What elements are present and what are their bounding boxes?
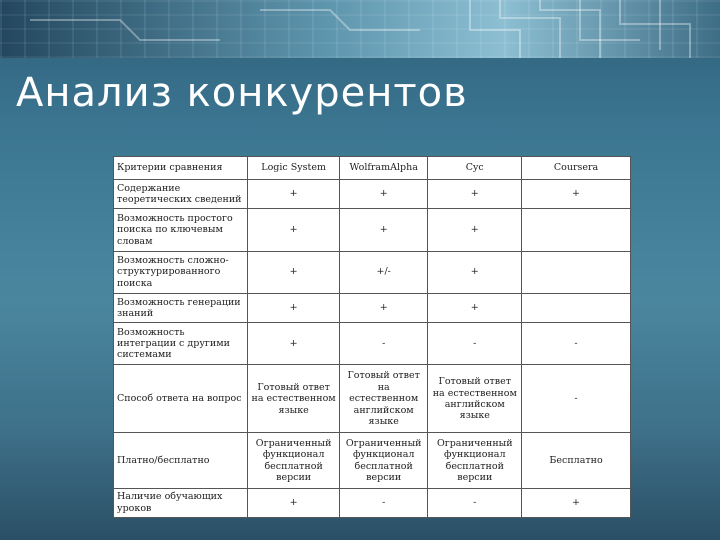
row-criterion: Платно/бесплатно (114, 433, 248, 488)
table-header-row (114, 157, 631, 180)
table-row (114, 180, 631, 209)
cell-coursera (522, 293, 631, 322)
row-criterion: Возможность сложно-структурированного поиска (114, 251, 248, 293)
row-criterion: Возможность интеграции с другими системами (114, 323, 248, 365)
circuit-pattern-icon (0, 0, 720, 58)
cell-logic-system: + (248, 293, 340, 322)
cell-logic-system: + (248, 323, 340, 365)
row-criterion: Содержание теоретических сведений (114, 180, 248, 209)
table-row (114, 209, 631, 251)
cell-coursera: + (522, 180, 631, 209)
cell-logic-system: Ограниченный функционал бесплатной версии (248, 433, 340, 488)
comparison-table-container (113, 156, 631, 518)
cell-cyc: + (428, 209, 522, 251)
cell-coursera: + (522, 488, 631, 517)
header-cyc: Cyc (428, 157, 522, 180)
header-decoration-band (0, 0, 720, 58)
cell-wolframalpha: + (339, 209, 428, 251)
table-row (114, 293, 631, 322)
cell-cyc: + (428, 293, 522, 322)
cell-cyc: Готовый ответ на естественном английском языке (428, 365, 522, 433)
cell-wolframalpha: - (339, 323, 428, 365)
cell-coursera (522, 251, 631, 293)
row-criterion: Возможность генерации знаний (114, 293, 248, 322)
row-criterion: Возможность простого поиска по ключевым словам (114, 209, 248, 251)
header-logic-system: Logic System (248, 157, 340, 180)
cell-wolframalpha: - (339, 488, 428, 517)
cell-logic-system: + (248, 180, 340, 209)
cell-wolframalpha: Ограниченный функционал бесплатной версии (339, 433, 428, 488)
cell-coursera: Бесплатно (522, 433, 631, 488)
row-criterion: Способ ответа на вопрос (114, 365, 248, 433)
cell-logic-system: + (248, 488, 340, 517)
cell-wolframalpha: Готовый ответ на естественном английском языке (339, 365, 428, 433)
cell-cyc: - (428, 488, 522, 517)
table-row (114, 488, 631, 517)
cell-wolframalpha: + (339, 180, 428, 209)
table-row (114, 323, 631, 365)
table-row (114, 251, 631, 293)
cell-coursera: - (522, 365, 631, 433)
table-row (114, 433, 631, 488)
cell-cyc: - (428, 323, 522, 365)
row-criterion: Наличие обучающих уроков (114, 488, 248, 517)
cell-cyc: + (428, 180, 522, 209)
header-wolframalpha: WolframAlpha (339, 157, 428, 180)
competitor-comparison-table (113, 156, 631, 518)
cell-wolframalpha: +/- (339, 251, 428, 293)
table-row (114, 365, 631, 433)
cell-logic-system: + (248, 251, 340, 293)
cell-cyc: + (428, 251, 522, 293)
cell-coursera (522, 209, 631, 251)
header-criteria: Критерии сравнения (114, 157, 248, 180)
cell-cyc: Ограниченный функционал бесплатной версии (428, 433, 522, 488)
slide-title: Анализ конкурентов (16, 70, 468, 116)
cell-logic-system: Готовый ответ на естественном языке (248, 365, 340, 433)
header-coursera: Coursera (522, 157, 631, 180)
cell-coursera: - (522, 323, 631, 365)
cell-logic-system: + (248, 209, 340, 251)
cell-wolframalpha: + (339, 293, 428, 322)
